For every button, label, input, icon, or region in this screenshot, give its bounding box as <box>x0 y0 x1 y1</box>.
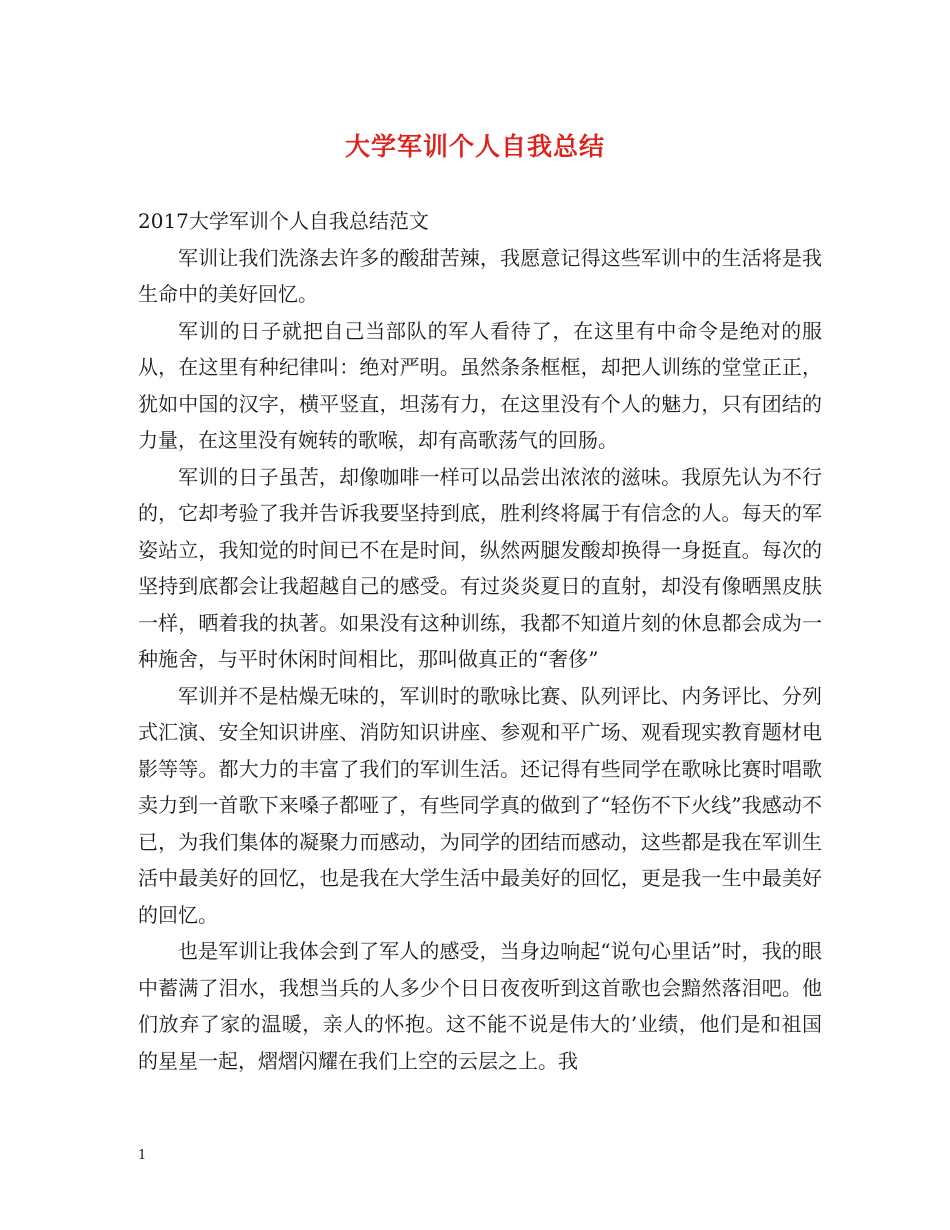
paragraph-4: 军训并不是枯燥无味的，军训时的歌咏比赛、队列评比、内务评比、分列式汇演、安全知识讲座、消防知识讲座、参观和平广场、观看现实教育题材电影等等。都大力的丰富了我们的军训生活。还记得有些同学在歌咏比赛时唱歌卖力到一首歌下来嗓子都哑了，有些同学真的做到了“轻伤不下火线”我感动不已，为我们集体的凝聚力而感动，为同学的团结而感动，这些都是我在军训生活中最美好的回忆，也是我在大学生活中最美好的回忆，更是我一生中最美好的回忆。 <box>138 683 822 927</box>
paragraph-1: 军训让我们洗涤去许多的酸甜苦辣，我愿意记得这些军训中的生活将是我生命中的美好回忆。 <box>138 245 822 306</box>
page-number: 1 <box>138 1148 147 1163</box>
document-body <box>138 203 822 1079</box>
document-title: 大学军训个人自我总结 <box>344 132 605 161</box>
paragraph-3: 军训的日子虽苦，却像咖啡一样可以品尝出浓浓的滋味。我原先认为不行的，它却考验了我并告诉我要坚持到底，胜利终将属于有信念的人。每天的军姿站立，我知觉的时间已不在是时间，纵然两腿发酸却换得一身挺直。每次的坚持到底都会让我超越自己的感受。有过炎炎夏日的直射，却没有像晒黑皮肤一样，晒着我的执著。如果没有这种训练，我都不知道片刻的休息都会成为一种施舍，与平时休闲时间相比，那叫做真正的“奢侈” <box>138 464 822 671</box>
document-subtitle: 2017大学军训个人自我总结范文 <box>138 209 429 233</box>
paragraph-5: 也是军训让我体会到了军人的感受，当身边响起“说句心里话”时，我的眼中蓄满了泪水，我想当兵的人多少个日日夜夜听到这首歌也会黯然落泪吧。他们放弃了家的温暖，亲人的怀抱。这不能不说是伟大的’业绩，他们是和祖国的星星一起，熠熠闪耀在我们上空的云层之上。我 <box>138 939 822 1073</box>
paragraph-2: 军训的日子就把自己当部队的军人看待了，在这里有中命令是绝对的服从，在这里有种纪律叫：绝对严明。虽然条条框框，却把人训练的堂堂正正，犹如中国的汉字，横平竖直，坦荡有力，在这里没有个人的魅力，只有团结的力量，在这里没有婉转的歌喉，却有高歌荡气的回肠。 <box>138 318 822 452</box>
